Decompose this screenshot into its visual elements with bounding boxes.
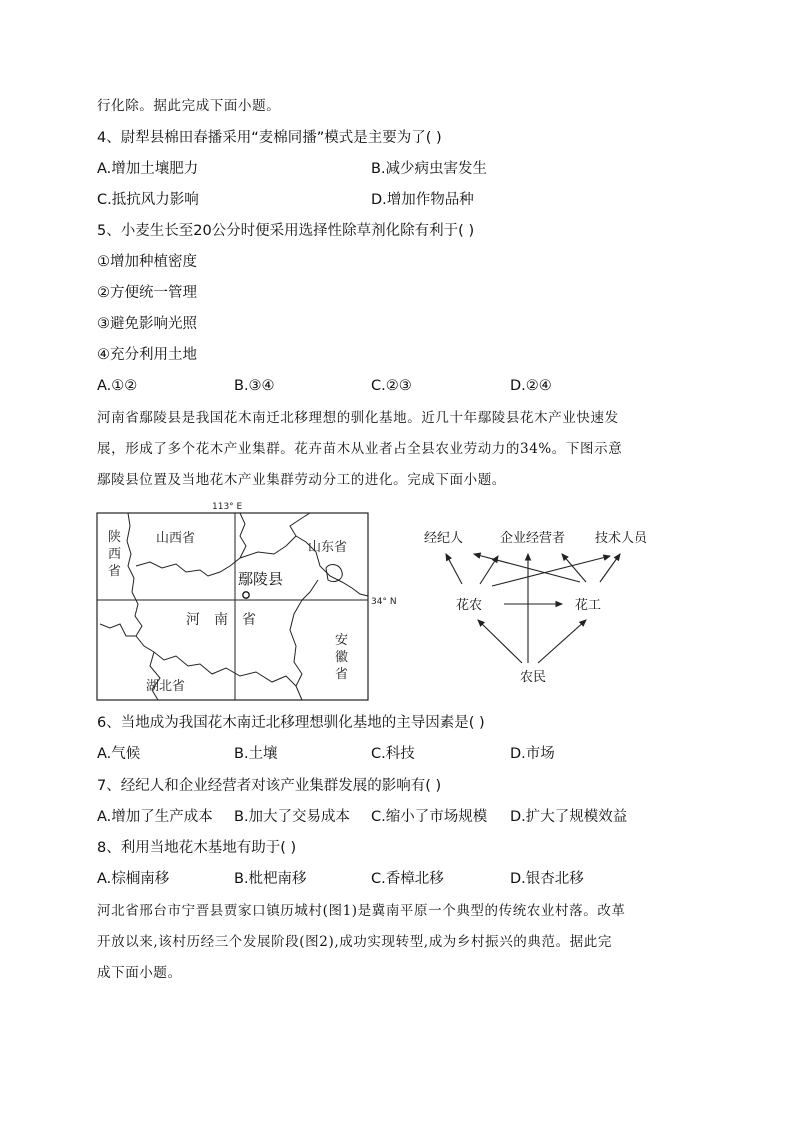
q8-option-c[interactable]: C.香樟北移 [371,871,444,887]
passage-intro-tail: 行化除。据此完成下面小题。 [97,98,281,114]
q8-option-a[interactable]: A.棕榈南移 [97,871,170,887]
q6-option-c[interactable]: C.科技 [371,746,415,762]
shaanxi-label-1: 陕 [108,530,122,545]
q6-option-d[interactable]: D.市场 [510,746,555,762]
question-7-stem: 7、经纪人和企业经营者对该产业集群发展的影响有( ) [97,778,442,794]
q7-option-c[interactable]: C.缩小了市场规模 [371,809,488,825]
q5-item-1: ①增加种植密度 [97,254,197,270]
yanling-county-marker [243,592,249,598]
q6-option-b[interactable]: B.土壤 [234,746,278,762]
broker-node: 经纪人 [424,531,464,546]
shaanxi-label-3: 省 [108,564,122,579]
q5-item-2: ②方便统一管理 [97,285,197,301]
location-map [90,496,410,706]
passage-3-line-2: 开放以来,该村历经三个发展阶段(图2),成功实现转型,成为乡村振兴的典范。据此完 [97,934,612,950]
passage-2-line-3: 鄢陵县位置及当地花木产业集群劳动分工的进化。完成下面小题。 [97,472,506,488]
q7-option-a[interactable]: A.增加了生产成本 [97,809,213,825]
passage-3-line-1: 河北省邢台市宁晋县贾家口镇历城村(图1)是冀南平原一个典型的传统农业村落。改革 [97,903,626,919]
shaanxi-label-2: 西 [108,547,122,562]
passage-3-line-3: 成下面小题。 [97,965,182,981]
passage-2-line-1: 河南省鄢陵县是我国花木南迁北移理想的驯化基地。近几十年鄢陵县花木产业快速发 [97,410,619,426]
q4-option-b[interactable]: B.减少病虫害发生 [371,161,488,177]
manager-node: 企业经营者 [500,531,566,546]
anhui-label-1: 安 [335,633,349,648]
henan-label-2: 南 [214,612,228,628]
shanxi-label: 山西省 [156,531,196,546]
q5-option-d[interactable]: D.②④ [510,378,552,394]
q5-option-c[interactable]: C.②③ [371,378,412,394]
q5-item-3: ③避免影响光照 [97,316,197,332]
flower-worker-node: 花工 [575,598,602,613]
labor-division-diagram [410,520,680,690]
question-8-stem: 8、利用当地花木基地有助于( ) [97,840,297,856]
q4-option-c[interactable]: C.抵抗风力影响 [97,192,199,208]
shandong-label: 山东省 [308,540,348,555]
yanling-county-label: 鄢陵县 [238,570,284,588]
q8-option-d[interactable]: D.银杏北移 [510,871,584,887]
latitude-label: 34° N [371,597,397,607]
passage-2-line-2: 展，形成了多个花木产业集群。花卉苗木从业者占全县农业劳动力的34%。下图示意 [97,441,623,457]
technician-node: 技术人员 [595,531,648,546]
q8-option-b[interactable]: B.枇杷南移 [234,871,307,887]
q5-option-b[interactable]: B.③④ [234,378,275,394]
question-4-stem: 4、尉犁县棉田春播采用“麦棉同播”模式是主要为了( ) [97,130,442,146]
q7-option-d[interactable]: D.扩大了规模效益 [510,809,628,825]
q7-option-b[interactable]: B.加大了交易成本 [234,809,351,825]
q5-option-a[interactable]: A.①② [97,378,138,394]
henan-label-1: 河 [186,612,200,628]
question-6-stem: 6、当地成为我国花木南迁北移理想驯化基地的主导因素是( ) [97,715,485,731]
hubei-label: 湖北省 [146,679,186,694]
longitude-label: 113° E [212,502,243,512]
flower-farmer-node: 花农 [456,598,483,613]
anhui-label-3: 省 [335,667,349,682]
q6-option-a[interactable]: A.气候 [97,746,141,762]
anhui-label-2: 徽 [335,650,349,665]
q4-option-d[interactable]: D.增加作物品种 [371,192,474,208]
q5-item-4: ④充分利用土地 [97,347,197,363]
henan-label-3: 省 [242,612,256,628]
q4-option-a[interactable]: A.增加土壤肥力 [97,161,199,177]
question-5-stem: 5、小麦生长至20公分时便采用选择性除草剂化除有利于( ) [97,223,475,239]
farmer-node: 农民 [520,670,547,685]
